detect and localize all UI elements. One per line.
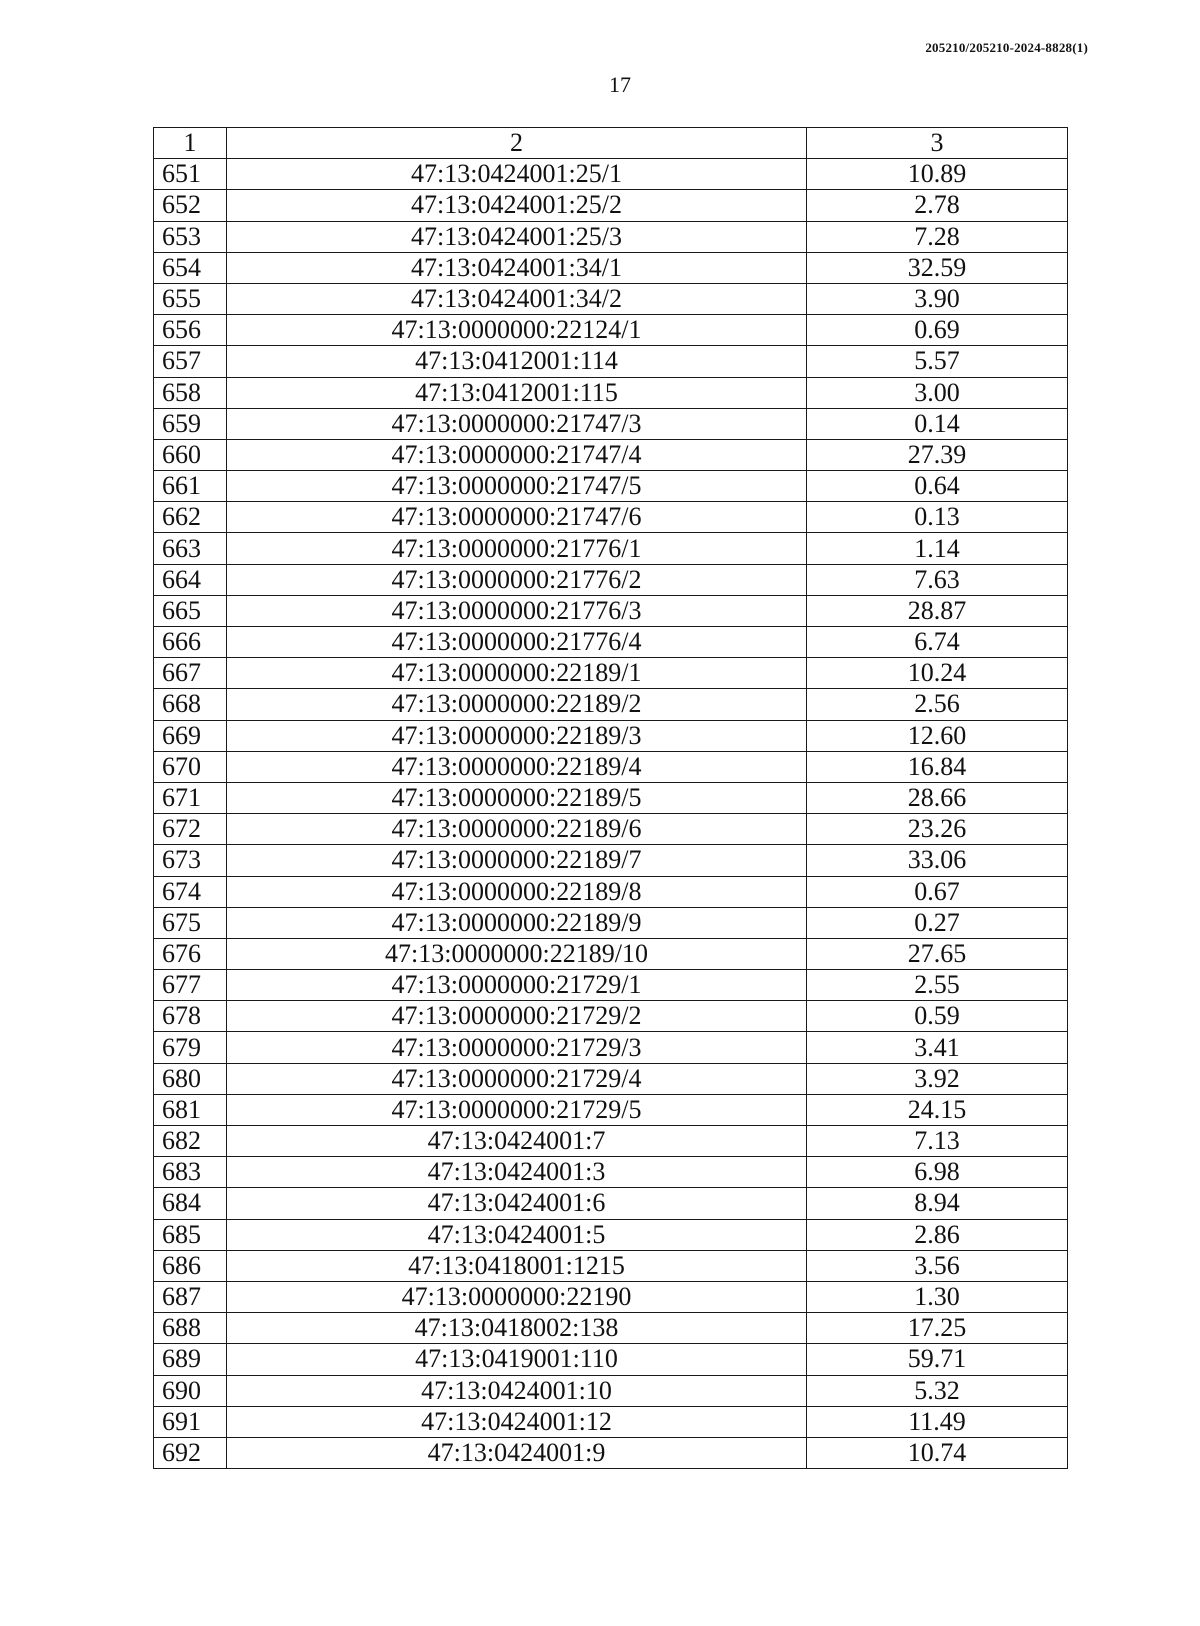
table-row xyxy=(154,845,1068,876)
table-row xyxy=(154,1126,1068,1157)
row-number: 684 xyxy=(154,1188,227,1219)
cadastral-number: 47:13:0424001:10 xyxy=(227,1375,807,1406)
area-value: 28.87 xyxy=(807,595,1068,626)
table-row xyxy=(154,1157,1068,1188)
cadastral-number: 47:13:0424001:5 xyxy=(227,1219,807,1250)
table-row xyxy=(154,782,1068,813)
row-number: 661 xyxy=(154,471,227,502)
row-number: 676 xyxy=(154,938,227,969)
area-value: 3.56 xyxy=(807,1250,1068,1281)
row-number: 681 xyxy=(154,1094,227,1125)
row-number: 677 xyxy=(154,970,227,1001)
row-number: 668 xyxy=(154,689,227,720)
table-row xyxy=(154,283,1068,314)
row-number: 651 xyxy=(154,159,227,190)
area-value: 0.27 xyxy=(807,907,1068,938)
cadastral-number: 47:13:0424001:3 xyxy=(227,1157,807,1188)
row-number: 674 xyxy=(154,876,227,907)
row-number: 670 xyxy=(154,751,227,782)
cadastral-number: 47:13:0000000:21776/4 xyxy=(227,627,807,658)
area-value: 17.25 xyxy=(807,1313,1068,1344)
area-value: 0.59 xyxy=(807,1001,1068,1032)
table-row xyxy=(154,720,1068,751)
area-value: 2.86 xyxy=(807,1219,1068,1250)
column-header-1: 1 xyxy=(154,128,227,159)
row-number: 654 xyxy=(154,252,227,283)
table-row xyxy=(154,1313,1068,1344)
document-reference: 205210/205210-2024-8828(1) xyxy=(925,40,1088,55)
table-row xyxy=(154,471,1068,502)
area-value: 27.65 xyxy=(807,938,1068,969)
area-value: 7.28 xyxy=(807,221,1068,252)
row-number: 675 xyxy=(154,907,227,938)
area-value: 6.74 xyxy=(807,627,1068,658)
cadastral-number: 47:13:0000000:22189/8 xyxy=(227,876,807,907)
row-number: 689 xyxy=(154,1344,227,1375)
row-number: 665 xyxy=(154,595,227,626)
page-number: 17 xyxy=(609,72,631,97)
row-number: 673 xyxy=(154,845,227,876)
cadastral-number: 47:13:0000000:21747/3 xyxy=(227,408,807,439)
table-row xyxy=(154,970,1068,1001)
table-row xyxy=(154,221,1068,252)
cadastral-number: 47:13:0000000:22189/9 xyxy=(227,907,807,938)
area-value: 23.26 xyxy=(807,814,1068,845)
table-row xyxy=(154,502,1068,533)
row-number: 655 xyxy=(154,283,227,314)
row-number: 688 xyxy=(154,1313,227,1344)
cadastral-number: 47:13:0424001:34/2 xyxy=(227,283,807,314)
table-row xyxy=(154,751,1068,782)
table-row xyxy=(154,1188,1068,1219)
area-value: 3.41 xyxy=(807,1032,1068,1063)
table-row xyxy=(154,533,1068,564)
table-row xyxy=(154,190,1068,221)
cadastral-number: 47:13:0424001:7 xyxy=(227,1126,807,1157)
table-row xyxy=(154,1001,1068,1032)
row-number: 659 xyxy=(154,408,227,439)
area-value: 28.66 xyxy=(807,782,1068,813)
table-row xyxy=(154,159,1068,190)
cadastral-number: 47:13:0418001:1215 xyxy=(227,1250,807,1281)
table-header xyxy=(154,128,1068,159)
table-row xyxy=(154,1375,1068,1406)
row-number: 660 xyxy=(154,439,227,470)
column-header-2: 2 xyxy=(227,128,807,159)
table-row xyxy=(154,1063,1068,1094)
cadastral-number: 47:13:0424001:25/2 xyxy=(227,190,807,221)
cadastral-number: 47:13:0000000:22189/3 xyxy=(227,720,807,751)
row-number: 691 xyxy=(154,1406,227,1437)
cadastral-number: 47:13:0000000:22189/4 xyxy=(227,751,807,782)
area-value: 1.30 xyxy=(807,1281,1068,1312)
table-row xyxy=(154,689,1068,720)
row-number: 663 xyxy=(154,533,227,564)
row-number: 672 xyxy=(154,814,227,845)
cadastral-number: 47:13:0000000:22124/1 xyxy=(227,315,807,346)
table-row xyxy=(154,377,1068,408)
row-number: 679 xyxy=(154,1032,227,1063)
area-value: 2.55 xyxy=(807,970,1068,1001)
table-row xyxy=(154,346,1068,377)
row-number: 653 xyxy=(154,221,227,252)
cadastral-number: 47:13:0000000:21747/5 xyxy=(227,471,807,502)
cadastral-number: 47:13:0000000:21729/2 xyxy=(227,1001,807,1032)
table-row xyxy=(154,1032,1068,1063)
cadastral-number: 47:13:0000000:21776/2 xyxy=(227,564,807,595)
table-row xyxy=(154,1250,1068,1281)
row-number: 683 xyxy=(154,1157,227,1188)
cadastral-number: 47:13:0412001:115 xyxy=(227,377,807,408)
row-number: 667 xyxy=(154,658,227,689)
area-value: 0.64 xyxy=(807,471,1068,502)
table-row xyxy=(154,1219,1068,1250)
area-value: 59.71 xyxy=(807,1344,1068,1375)
area-value: 24.15 xyxy=(807,1094,1068,1125)
area-value: 8.94 xyxy=(807,1188,1068,1219)
row-number: 678 xyxy=(154,1001,227,1032)
table-row xyxy=(154,907,1068,938)
area-value: 0.69 xyxy=(807,315,1068,346)
area-value: 0.14 xyxy=(807,408,1068,439)
table-row xyxy=(154,1437,1068,1468)
cadastral-number: 47:13:0424001:34/1 xyxy=(227,252,807,283)
area-value: 32.59 xyxy=(807,252,1068,283)
table-row xyxy=(154,439,1068,470)
row-number: 657 xyxy=(154,346,227,377)
table-row xyxy=(154,658,1068,689)
cadastral-table-container xyxy=(153,127,1067,1469)
area-value: 2.56 xyxy=(807,689,1068,720)
area-value: 2.78 xyxy=(807,190,1068,221)
row-number: 692 xyxy=(154,1437,227,1468)
table-row xyxy=(154,627,1068,658)
table-row xyxy=(154,1344,1068,1375)
area-value: 5.57 xyxy=(807,346,1068,377)
table-row xyxy=(154,595,1068,626)
cadastral-number: 47:13:0000000:22189/6 xyxy=(227,814,807,845)
area-value: 6.98 xyxy=(807,1157,1068,1188)
cadastral-number: 47:13:0000000:21747/6 xyxy=(227,502,807,533)
cadastral-number: 47:13:0000000:21776/3 xyxy=(227,595,807,626)
cadastral-number: 47:13:0424001:25/3 xyxy=(227,221,807,252)
table-row xyxy=(154,814,1068,845)
cadastral-number: 47:13:0000000:22189/7 xyxy=(227,845,807,876)
table-row xyxy=(154,1281,1068,1312)
area-value: 11.49 xyxy=(807,1406,1068,1437)
area-value: 7.13 xyxy=(807,1126,1068,1157)
area-value: 10.74 xyxy=(807,1437,1068,1468)
cadastral-number: 47:13:0000000:22189/10 xyxy=(227,938,807,969)
row-number: 662 xyxy=(154,502,227,533)
cadastral-number: 47:13:0424001:25/1 xyxy=(227,159,807,190)
row-number: 685 xyxy=(154,1219,227,1250)
row-number: 669 xyxy=(154,720,227,751)
row-number: 671 xyxy=(154,782,227,813)
area-value: 16.84 xyxy=(807,751,1068,782)
table-row xyxy=(154,1094,1068,1125)
cadastral-number: 47:13:0000000:22190 xyxy=(227,1281,807,1312)
area-value: 33.06 xyxy=(807,845,1068,876)
cadastral-number: 47:13:0000000:21729/5 xyxy=(227,1094,807,1125)
table-row xyxy=(154,1406,1068,1437)
table-row xyxy=(154,252,1068,283)
cadastral-number: 47:13:0000000:21747/4 xyxy=(227,439,807,470)
row-number: 658 xyxy=(154,377,227,408)
row-number: 686 xyxy=(154,1250,227,1281)
cadastral-number: 47:13:0000000:21729/4 xyxy=(227,1063,807,1094)
area-value: 5.32 xyxy=(807,1375,1068,1406)
cadastral-number: 47:13:0412001:114 xyxy=(227,346,807,377)
area-value: 12.60 xyxy=(807,720,1068,751)
row-number: 666 xyxy=(154,627,227,658)
area-value: 10.24 xyxy=(807,658,1068,689)
cadastral-number: 47:13:0418002:138 xyxy=(227,1313,807,1344)
row-number: 680 xyxy=(154,1063,227,1094)
area-value: 7.63 xyxy=(807,564,1068,595)
area-value: 1.14 xyxy=(807,533,1068,564)
cadastral-number: 47:13:0000000:22189/2 xyxy=(227,689,807,720)
cadastral-number: 47:13:0424001:6 xyxy=(227,1188,807,1219)
cadastral-number: 47:13:0000000:22189/1 xyxy=(227,658,807,689)
table-body xyxy=(154,159,1068,1469)
cadastral-number: 47:13:0000000:21776/1 xyxy=(227,533,807,564)
row-number: 664 xyxy=(154,564,227,595)
area-value: 3.90 xyxy=(807,283,1068,314)
table-row xyxy=(154,876,1068,907)
row-number: 690 xyxy=(154,1375,227,1406)
area-value: 3.92 xyxy=(807,1063,1068,1094)
cadastral-number: 47:13:0419001:110 xyxy=(227,1344,807,1375)
row-number: 682 xyxy=(154,1126,227,1157)
cadastral-number: 47:13:0000000:21729/3 xyxy=(227,1032,807,1063)
row-number: 687 xyxy=(154,1281,227,1312)
area-value: 27.39 xyxy=(807,439,1068,470)
table-row xyxy=(154,315,1068,346)
cadastral-table xyxy=(153,127,1068,1469)
cadastral-number: 47:13:0424001:9 xyxy=(227,1437,807,1468)
area-value: 3.00 xyxy=(807,377,1068,408)
table-row xyxy=(154,408,1068,439)
table-row xyxy=(154,938,1068,969)
table-row xyxy=(154,564,1068,595)
row-number: 656 xyxy=(154,315,227,346)
column-header-3: 3 xyxy=(807,128,1068,159)
area-value: 10.89 xyxy=(807,159,1068,190)
area-value: 0.13 xyxy=(807,502,1068,533)
row-number: 652 xyxy=(154,190,227,221)
cadastral-number: 47:13:0424001:12 xyxy=(227,1406,807,1437)
table-header-row xyxy=(154,128,1068,159)
cadastral-number: 47:13:0000000:21729/1 xyxy=(227,970,807,1001)
cadastral-number: 47:13:0000000:22189/5 xyxy=(227,782,807,813)
area-value: 0.67 xyxy=(807,876,1068,907)
